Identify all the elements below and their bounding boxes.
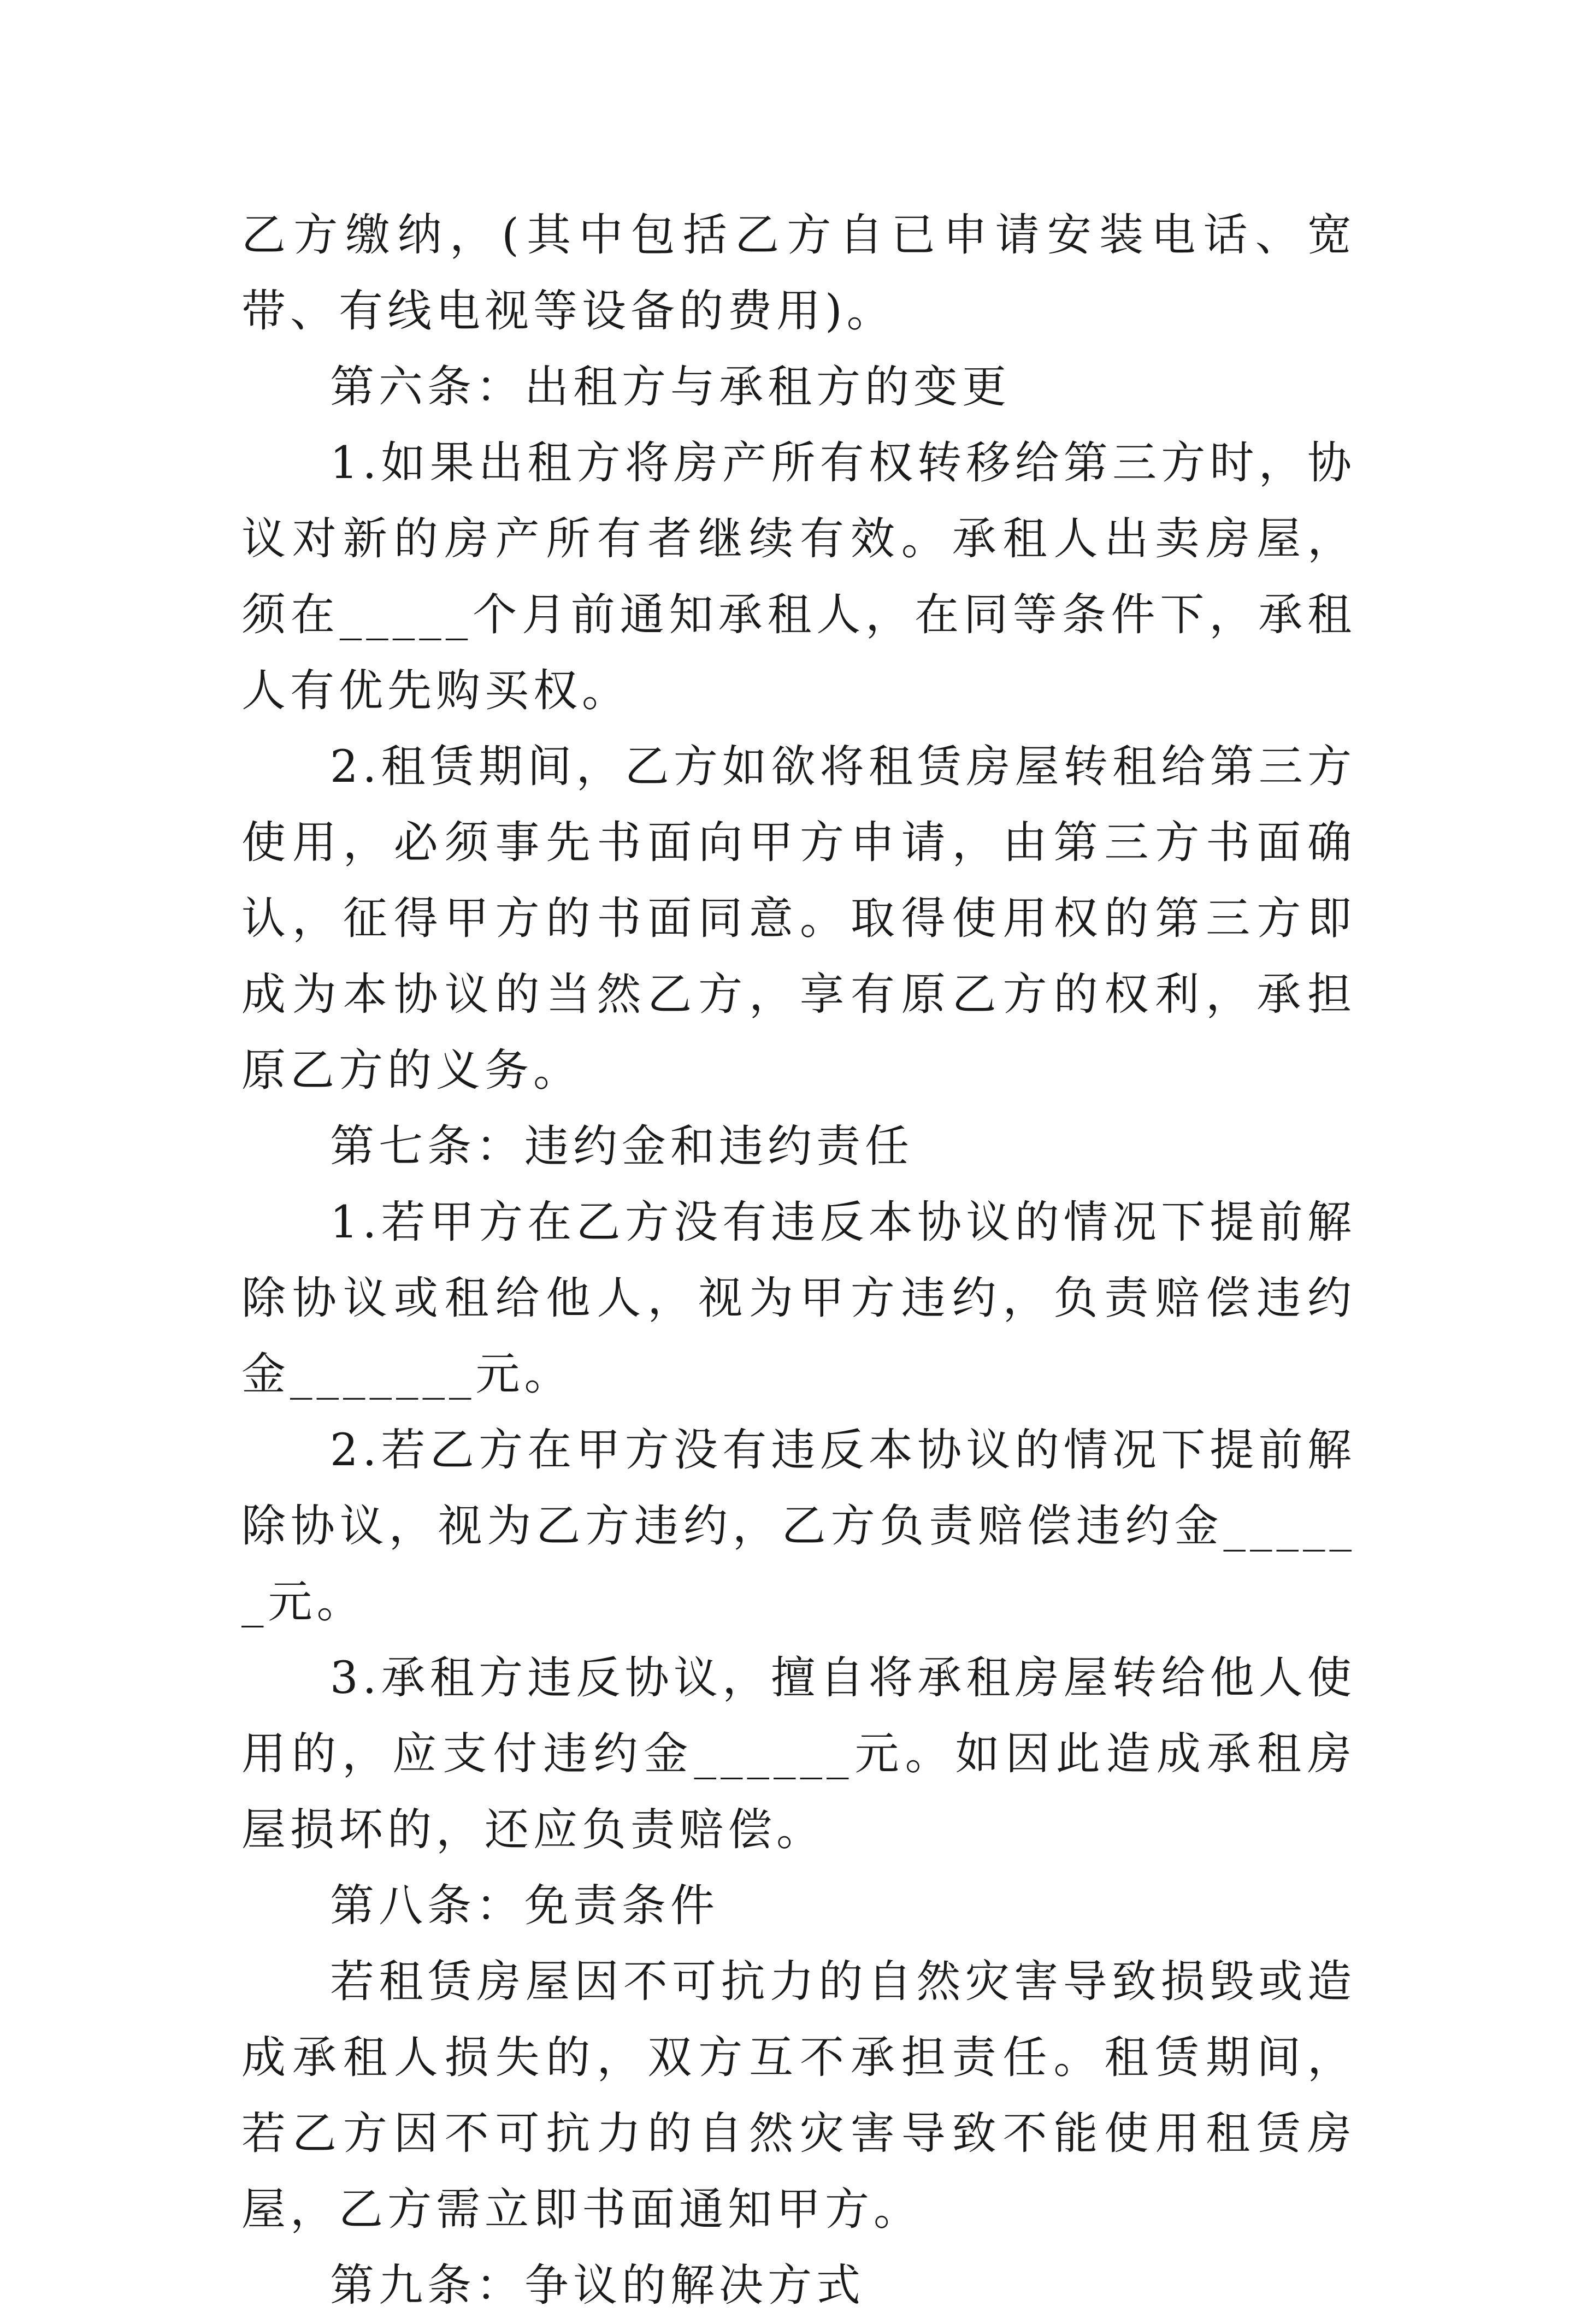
article-8-body: 若租赁房屋因不可抗力的自然灾害导致损毁或造成承租人损失的，双方互不承担责任。租赁期间，若乙方因不可抗力的自然灾害导致不能使用租赁房屋，乙方需立即书面通知甲方。 xyxy=(241,1956,1356,2235)
article-6-heading: 第六条：出租方与承租方的变更 xyxy=(330,362,1011,413)
article-7-clause-2: 2.若乙方在甲方没有违反本协议的情况下提前解除协议，视为乙方违约，乙方负责赔偿违约金______元。 xyxy=(241,1425,1356,1628)
article-9-heading: 第九条：争议的解决方式 xyxy=(330,2260,865,2311)
article-6-clause-1: 1.如果出租方将房产所有权转移给第三方时，协议对新的房产所有者继续有效。承租人出卖房屋，须在_____个月前通知承租人，在同等条件下，承租人有优先购买权。 xyxy=(241,438,1356,717)
article-6-clause-2: 2.租赁期间，乙方如欲将租赁房屋转租给第三方使用，必须事先书面向甲方申请，由第三方书面确认，征得甲方的书面同意。取得使用权的第三方即成为本协议的当然乙方，享有原乙方的权利，承担原乙方的义务。 xyxy=(241,741,1356,1096)
article-7-clause-3: 3.承租方违反协议，擅自将承租房屋转给他人使用的，应支付违约金______元。如因此造成承租房屋损坏的，还应负责赔偿。 xyxy=(241,1653,1356,1856)
article-7-clause-1: 1.若甲方在乙方没有违反本协议的情况下提前解除协议或租给他人，视为甲方违约，负责赔偿违约金_______元。 xyxy=(241,1197,1356,1400)
paragraph-continuation: 乙方缴纳，(其中包括乙方自已申请安装电话、宽带、有线电视等设备的费用)。 xyxy=(241,210,1356,337)
article-7-heading: 第七条：违约金和违约责任 xyxy=(330,1121,914,1172)
document-body xyxy=(241,198,1356,2324)
article-8-heading: 第八条：免责条件 xyxy=(330,1880,719,1932)
